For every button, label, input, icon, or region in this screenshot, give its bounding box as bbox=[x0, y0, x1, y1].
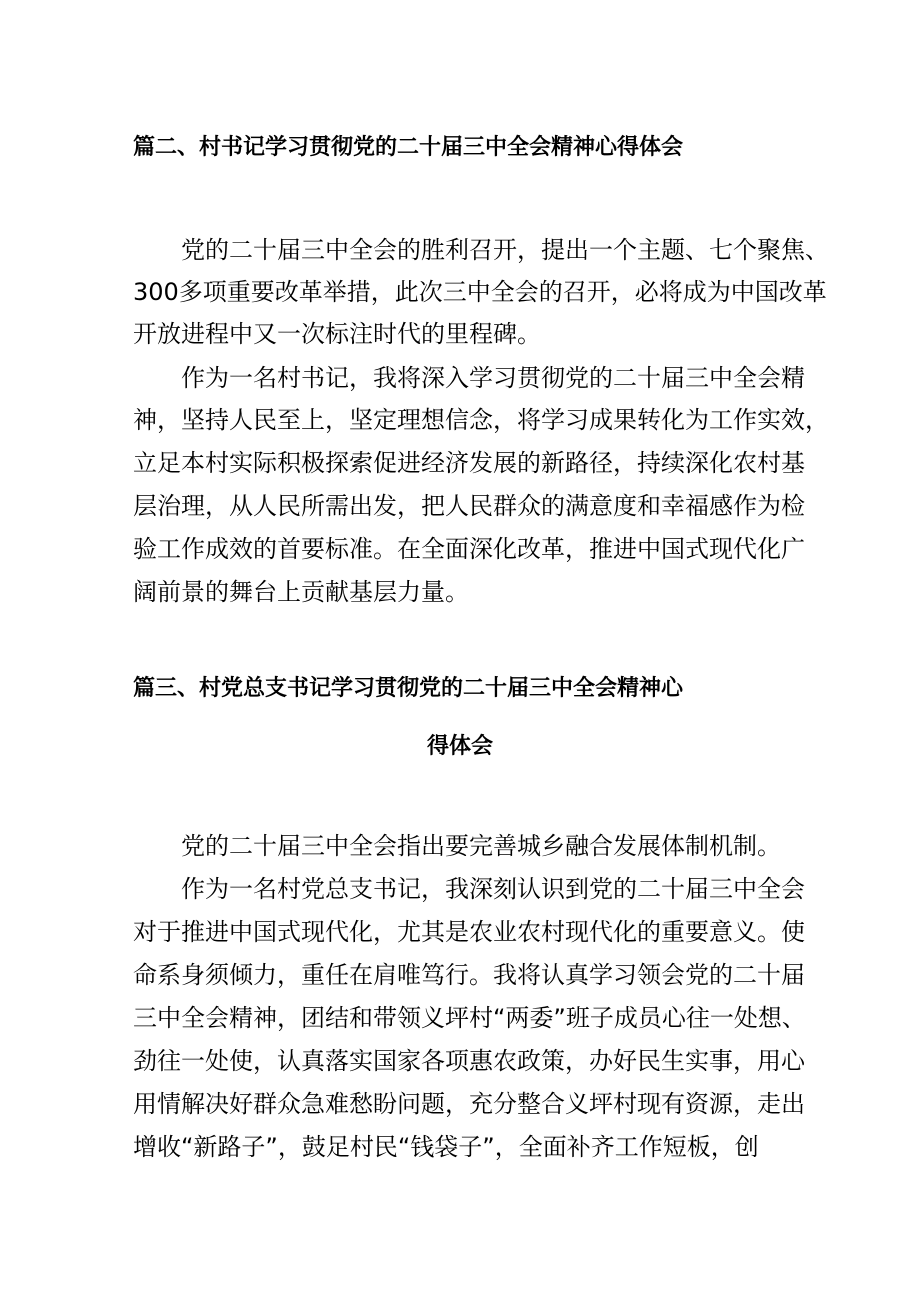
text-line: 验工作成效的首要标准。在全面深化改革，推进中国式现代化广 bbox=[133, 535, 805, 563]
text-line: 神，坚持人民至上，坚定理想信念，将学习成果转化为工作实效， bbox=[133, 406, 829, 434]
text-line: 开放进程中又一次标注时代的里程碑。 bbox=[133, 320, 541, 348]
section-3-title-continued: 得体会 bbox=[426, 734, 493, 759]
text-line: 党的二十届三中全会指出要完善城乡融合发展体制机制。 bbox=[181, 832, 781, 860]
text-line: 党的二十届三中全会的胜利召开，提出一个主题、七个聚焦、 bbox=[181, 236, 829, 264]
text-line: 立足本村实际积极探索促进经济发展的新路径，持续深化农村基 bbox=[133, 449, 805, 477]
section-2-title: 篇二、村书记学习贯彻党的二十届三中全会精神心得体会 bbox=[133, 135, 684, 160]
text-line: 命系身须倾力，重任在肩唯笃行。我将认真学习领会党的二十届 bbox=[133, 961, 805, 989]
section-3-title: 篇三、村党总支书记学习贯彻党的二十届三中全会精神心 bbox=[133, 676, 684, 701]
text-line: 用情解决好群众急难愁盼问题，充分整合义坪村现有资源，走出 bbox=[133, 1090, 805, 1118]
text-line: 对于推进中国式现代化，尤其是农业农村现代化的重要意义。使 bbox=[133, 918, 805, 946]
text-line: 作为一名村书记，我将深入学习贯彻党的二十届三中全会精 bbox=[181, 364, 805, 392]
text-line: 劲往一处使，认真落实国家各项惠农政策，办好民生实事，用心 bbox=[133, 1047, 805, 1075]
text-line: 增收“新路子”，鼓足村民“钱袋子”，全面补齐工作短板，创 bbox=[133, 1133, 759, 1161]
text-line: 300多项重要改革举措，此次三中全会的召开，必将成为中国改革 bbox=[133, 278, 827, 306]
text-line: 阔前景的舞台上贡献基层力量。 bbox=[133, 578, 469, 606]
text-line: 层治理，从人民所需出发，把人民群众的满意度和幸福感作为检 bbox=[133, 492, 805, 520]
text-line: 三中全会精神，团结和带领义坪村“两委”班子成员心往一处想、 bbox=[133, 1004, 806, 1032]
text-line: 作为一名村党总支书记，我深刻认识到党的二十届三中全会 bbox=[181, 875, 805, 903]
